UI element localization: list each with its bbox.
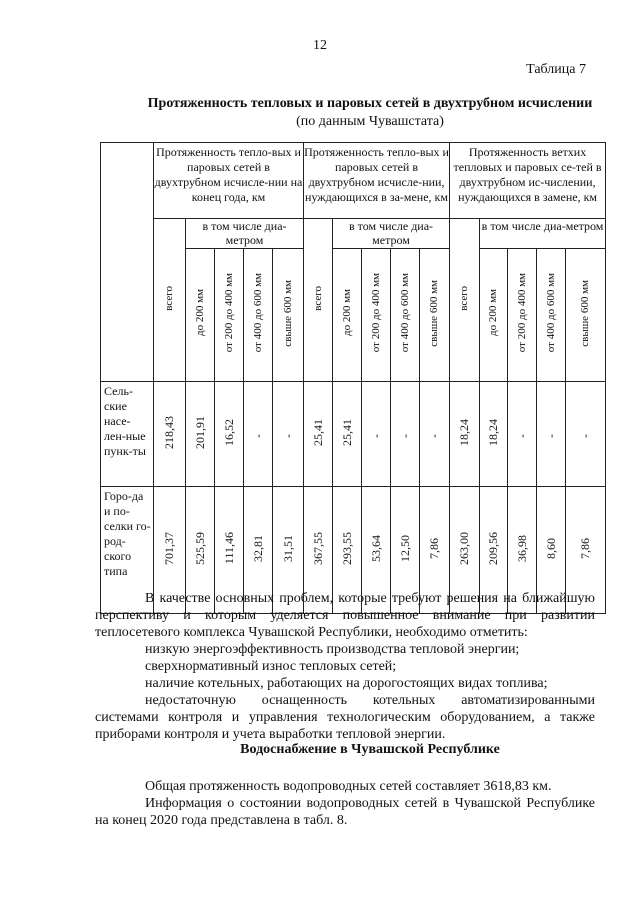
table-cell: 367,55 [304,487,333,614]
column-header: от 200 до 400 мм [508,249,537,382]
table-cell: 111,46 [215,487,244,614]
column-header: до 200 мм [480,249,508,382]
table-cell: 31,51 [273,487,304,614]
table-title: Протяженность тепловых и паровых сетей в двухтрубном исчислении [147,96,593,111]
table-cell: 25,41 [333,382,362,487]
table-cell: 25,41 [304,382,333,487]
subgroup-header: в том числе диа-метром [333,219,450,249]
table-cell: - [420,382,450,487]
column-header: свыше 600 мм [420,249,450,382]
group-header: Протяженность тепло-вых и паровых сетей в двухтрубном исчисле-нии на конец года, км [154,143,304,219]
table-cell: - [362,382,391,487]
table-cell: 525,59 [186,487,215,614]
table-cell: 16,52 [215,382,244,487]
column-header: от 200 до 400 мм [215,249,244,382]
heat-network-table [100,142,606,614]
table-cell: - [537,382,566,487]
table-cell: 263,00 [450,487,480,614]
table-cell: 701,37 [154,487,186,614]
group-header: Протяженность тепло-вых и паровых сетей в двухтрубном исчисле-нии, нуждающихся в за-мене, км [304,143,450,219]
table-cell: 32,81 [244,487,273,614]
table-row [101,382,606,487]
subgroup-header: в том числе диа-метром [480,219,606,249]
table-cell: - [566,382,606,487]
column-header: всего [304,219,333,382]
table-cell: - [391,382,420,487]
column-header: свыше 600 мм [566,249,606,382]
table-cell: - [273,382,304,487]
column-header: от 200 до 400 мм [362,249,391,382]
table-cell: 293,55 [333,487,362,614]
table-label: Таблица 7 [526,62,586,77]
corner-cell [101,143,154,382]
table-cell: 18,24 [480,382,508,487]
column-header: всего [450,219,480,382]
table-cell: 36,98 [508,487,537,614]
column-header: свыше 600 мм [273,249,304,382]
paragraph: Общая протяженность водопроводных сетей составляет 3618,83 км. [145,779,552,794]
column-header: от 400 до 600 мм [244,249,273,382]
column-header: от 400 до 600 мм [391,249,420,382]
table-cell: 53,64 [362,487,391,614]
list-item: сверхнормативный износ тепловых сетей; [145,659,397,674]
group-header: Протяженность ветхих тепловых и паровых се-тей в двухтрубном ис-числении, нуждающихся в замене, км [450,143,606,219]
column-header: всего [154,219,186,382]
table-cell: 8,60 [537,487,566,614]
subgroup-header: в том числе диа-метром [186,219,304,249]
table-cell: 18,24 [450,382,480,487]
table-cell: 201,91 [186,382,215,487]
column-header: до 200 мм [186,249,215,382]
section-heading: Водоснабжение в Чувашской Республике [240,742,500,757]
paragraph: Информация о состоянии водопроводных сетей в Чувашской Республике на конец 2020 года представлена в табл. 8. [95,796,595,828]
list-item: низкую энергоэффективность производства тепловой энергии; [145,642,520,657]
water-section [95,778,595,829]
list-item: наличие котельных, работающих на дорогостоящих видах топлива; [145,676,548,691]
table-cell: - [244,382,273,487]
table-cell: 12,50 [391,487,420,614]
table-subtitle: (по данным Чувашстата) [296,114,444,129]
table-cell: 7,86 [566,487,606,614]
column-header: от 400 до 600 мм [537,249,566,382]
table-cell: - [508,382,537,487]
list-item: недостаточную оснащенность котельных автоматизированными системами контроля и управления технологическим оборудованием, а также приборами контроля и учета выработки тепловой энергии. [95,693,595,742]
table-cell: 218,43 [154,382,186,487]
row-label: Горо-да и по-селки го-род-ского типа [101,487,154,614]
problems-section [95,590,595,743]
table-cell: 7,86 [420,487,450,614]
column-header: до 200 мм [333,249,362,382]
intro-paragraph: В качестве основных проблем, которые требуют решения на ближайшую перспективу и которым уделяется повышенное внимание при развитии теплосетевого комплекса Чувашской Республики, необходимо отметить: [95,591,595,640]
row-label: Сель-ские насе-лен-ные пунк-ты [101,382,154,487]
page-number: 12 [313,38,327,53]
table-cell: 209,56 [480,487,508,614]
